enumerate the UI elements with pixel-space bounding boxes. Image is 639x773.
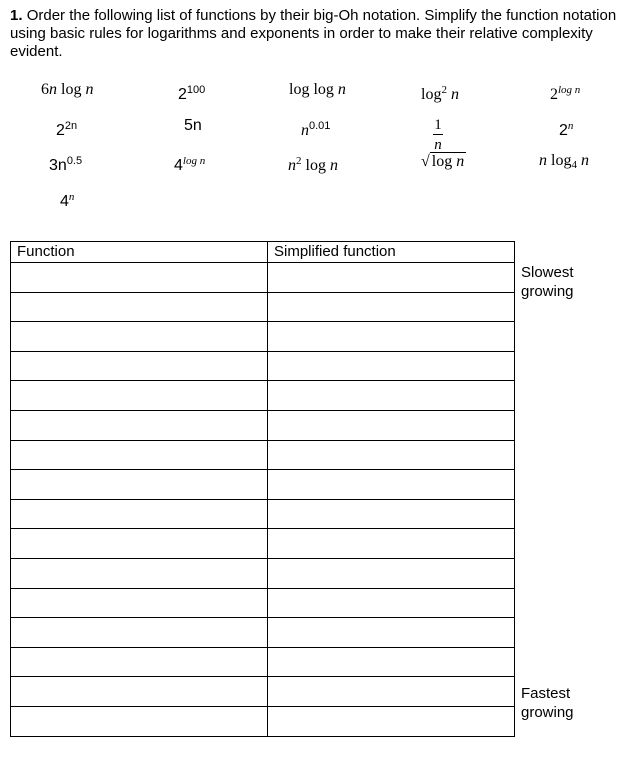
fraction-bar [433, 134, 443, 135]
function-cell[interactable] [11, 499, 268, 529]
fraction-numerator: 1 [434, 117, 442, 133]
table-row [11, 588, 515, 618]
function-cell[interactable] [11, 647, 268, 677]
function-cell[interactable] [11, 381, 268, 411]
label-slowest-growing: Slowest growing [521, 264, 574, 300]
simplified-cell[interactable] [268, 292, 515, 322]
function-6n-log-n: 6n log n [41, 81, 94, 98]
function-2-pow-log-n: $2^{log n}$ [550, 84, 581, 103]
function-2-pow-2n: $2^{2n}$ [56, 120, 78, 139]
function-cell[interactable] [11, 440, 268, 470]
table-row [11, 322, 515, 352]
simplified-cell[interactable] [268, 470, 515, 500]
function-cell[interactable] [11, 470, 268, 500]
function-sqrt-log-n: √ log n [421, 153, 465, 170]
function-5n: 5n [184, 117, 202, 134]
table-row [11, 647, 515, 677]
label-fastest-growing: Fastest growing [521, 685, 574, 721]
simplified-cell[interactable] [268, 618, 515, 648]
table-row [11, 618, 515, 648]
function-cell[interactable] [11, 558, 268, 588]
function-cell[interactable] [11, 677, 268, 707]
simplified-cell[interactable] [268, 381, 515, 411]
simplified-cell[interactable] [268, 529, 515, 559]
simplified-cell[interactable] [268, 499, 515, 529]
simplified-cell[interactable] [268, 558, 515, 588]
table-row [11, 677, 515, 707]
function-cell[interactable] [11, 322, 268, 352]
table-row [11, 440, 515, 470]
header-simplified-function: Simplified function [268, 242, 515, 263]
function-log-log-n: log log n [289, 81, 346, 98]
simplified-cell[interactable] [268, 263, 515, 293]
header-function: Function [11, 242, 268, 263]
function-n-squared-log-n: $n^2$ log n [288, 155, 338, 174]
table-row [11, 529, 515, 559]
simplified-cell[interactable] [268, 410, 515, 440]
table-row [11, 292, 515, 322]
table-row [11, 351, 515, 381]
table-row [11, 706, 515, 736]
radical-sign: √ [421, 153, 430, 170]
table-row [11, 499, 515, 529]
ordering-table [10, 241, 515, 737]
table-row [11, 410, 515, 440]
function-4-pow-log-n: $4^{log n}$ [174, 155, 206, 174]
table-row [11, 381, 515, 411]
function-3n-pow-0.5: $3n^{0.5}$ [49, 155, 83, 174]
simplified-cell[interactable] [268, 647, 515, 677]
function-one-over-n [428, 117, 448, 153]
simplified-cell[interactable] [268, 351, 515, 381]
table-row [11, 263, 515, 293]
function-cell[interactable] [11, 263, 268, 293]
function-cell[interactable] [11, 351, 268, 381]
question-text [10, 7, 625, 61]
function-2-pow-n: 2$^n$ [559, 120, 574, 139]
simplified-cell[interactable] [268, 706, 515, 736]
simplified-cell[interactable] [268, 322, 515, 352]
simplified-cell[interactable] [268, 440, 515, 470]
function-2-pow-100: $2^{100}$ [178, 84, 206, 103]
function-cell[interactable] [11, 706, 268, 736]
simplified-cell[interactable] [268, 588, 515, 618]
function-cell[interactable] [11, 410, 268, 440]
function-log-squared-n: $\log^2 n$ [421, 84, 459, 103]
function-cell[interactable] [11, 529, 268, 559]
function-4-pow-n: 4$^n$ [60, 191, 75, 210]
question-number: 1. [10, 7, 23, 24]
function-n-log4-n: n $\log_4 n$ [539, 152, 589, 171]
function-cell[interactable] [11, 618, 268, 648]
table-row [11, 558, 515, 588]
function-cell[interactable] [11, 588, 268, 618]
function-cell[interactable] [11, 292, 268, 322]
question-body: Order the following list of functions by their big-Oh notation. Simplify the function notation using basic rules for logarithms and exponents in order to make their relative complexity evident. [10, 7, 617, 60]
table-row [11, 470, 515, 500]
fraction-denominator: n [434, 137, 442, 153]
function-n-pow-0.01: $n^{0.01}$ [301, 120, 331, 139]
simplified-cell[interactable] [268, 677, 515, 707]
